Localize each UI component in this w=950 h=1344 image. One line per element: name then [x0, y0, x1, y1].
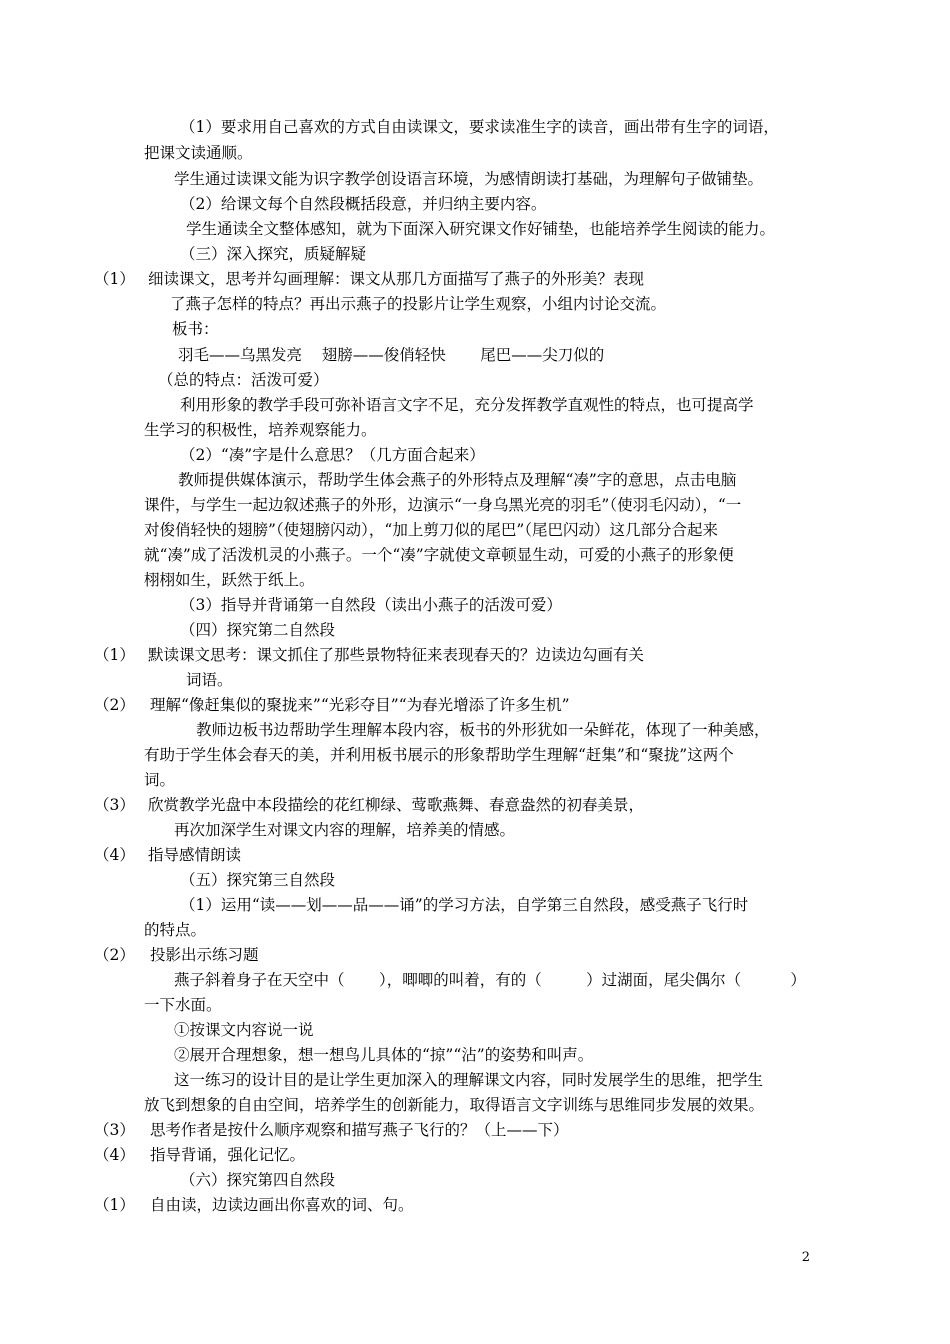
section-heading: （六）探究第四自然段 — [180, 1171, 336, 1189]
text-line: 学生通过读课文能为识字教学创设语言环境，为感情朗读打基础，为理解句子做铺垫。 — [174, 170, 764, 188]
text-line: 就“凑”成了活泼机灵的小燕子。一个“凑”字就使文章顿显生动，可爱的小燕子的形象便 — [144, 546, 734, 564]
item-number: （1） — [94, 270, 135, 288]
text-line: 欣赏教学光盘中本段描绘的花红柳绿、莺歌燕舞、春意盎然的初春美景， — [148, 796, 645, 814]
text-line: 理解“像赶集似的聚拢来”“光彩夺目”“为春光增添了许多生机” — [150, 696, 570, 714]
exercise-line: 燕子斜着身子在天空中（ ），唧唧的叫着，有的（ ）过湖面，尾尖偶尔（ ） — [174, 971, 806, 989]
text-line: （1）要求用自己喜欢的方式自由读课文，要求读准生字的读音，画出带有生字的词语， — [180, 118, 779, 136]
text-line: 利用形象的教学手段可弥补语言文字不足，充分发挥教学直观性的特点，也可提高学 — [180, 396, 754, 414]
text-line: 一下水面。 — [144, 996, 222, 1014]
text-line: 指导感情朗读 — [148, 846, 242, 864]
text-line: ①按课文内容说一说 — [174, 1021, 314, 1039]
text-line: 词语。 — [186, 671, 233, 689]
item-number: （3） — [94, 796, 135, 814]
item-number: （2） — [94, 946, 135, 964]
text-line: 的特点。 — [144, 921, 207, 939]
text-line: （1）运用“读——划——品——诵”的学习方法，自学第三自然段，感受燕子飞行时 — [180, 896, 749, 914]
text-line: 对俊俏轻快的翅膀”（使翅膀闪动），“加上剪刀似的尾巴”（尾巴闪动）这几部分合起来 — [144, 521, 719, 539]
text-line: 把课文读通顺。 — [144, 144, 253, 162]
item-number: （3） — [94, 1121, 135, 1139]
text-line: 有助于学生体会春天的美，并利用板书展示的形象帮助学生理解“赶集”和“聚拢”这两个 — [144, 746, 734, 764]
text-line: 细读课文，思考并勾画理解：课文从那几方面描写了燕子的外形美？表现 — [148, 270, 645, 288]
text-line: 再次加深学生对课文内容的理解，培养美的情感。 — [174, 821, 516, 839]
item-number: （1） — [94, 1196, 135, 1214]
text-line: （总的特点：活泼可爱） — [158, 371, 329, 389]
text-line: 放飞到想象的自由空间，培养学生的创新能力，取得语言文字训练与思维同步发展的效果。 — [144, 1096, 765, 1114]
text-line: 课件，与学生一起边叙述燕子的外形，边演示“一身乌黑光亮的羽毛”（使羽毛闪动），“一 — [144, 496, 742, 514]
text-line: 教师提供媒体演示，帮助学生体会燕子的外形特点及理解“凑”字的意思，点击电脑 — [178, 471, 737, 489]
text-line: 自由读，边读边画出你喜欢的词、句。 — [150, 1196, 414, 1214]
section-heading: （五）探究第三自然段 — [180, 871, 336, 889]
text-line: ②展开合理想象，想一想鸟儿具体的“掠”“沾”的姿势和叫声。 — [174, 1046, 594, 1064]
page-number: 2 — [801, 1250, 810, 1265]
text-line: 教师边板书边帮助学生理解本段内容，板书的外形犹如一朵鲜花，体现了一种美感， — [196, 721, 770, 739]
text-line: 思考作者是按什么顺序观察和描写燕子飞行的？（上——下） — [150, 1121, 569, 1139]
text-line: （2）给课文每个自然段概括段意，并归纳主要内容。 — [180, 195, 547, 213]
text-line: 投影出示练习题 — [150, 946, 259, 964]
item-number: （1） — [94, 646, 135, 664]
text-line: 板书： — [172, 320, 219, 338]
item-number: （4） — [94, 1146, 135, 1164]
item-number: （4） — [94, 846, 135, 864]
board-writing: 羽毛——乌黑发亮 翅膀——俊俏轻快 尾巴——尖刀似的 — [178, 346, 605, 364]
text-line: 了燕子怎样的特点？再出示燕子的投影片让学生观察，小组内讨论交流。 — [170, 295, 667, 313]
text-line: 生学习的积极性，培养观察能力。 — [144, 421, 377, 439]
section-heading: （四）探究第二自然段 — [180, 621, 336, 639]
item-number: （2） — [94, 696, 135, 714]
text-line: （2）“凑”字是什么意思？（几方面合起来） — [180, 446, 485, 464]
section-heading: （三）深入探究，质疑解疑 — [180, 245, 367, 263]
text-line: 栩栩如生，跃然于纸上。 — [144, 571, 315, 589]
text-line: 指导背诵，强化记忆。 — [150, 1146, 306, 1164]
text-line: 词。 — [144, 771, 176, 789]
text-line: 这一练习的设计目的是让学生更加深入的理解课文内容，同时发展学生的思维，把学生 — [174, 1071, 764, 1089]
text-line: 默读课文思考：课文抓住了那些景物特征来表现春天的？边读边勾画有关 — [148, 646, 645, 664]
text-line: （3）指导并背诵第一自然段（读出小燕子的活泼可爱） — [180, 596, 562, 614]
text-line: 学生通读全文整体感知，就为下面深入研究课文作好铺垫，也能培养学生阅读的能力。 — [186, 220, 776, 238]
